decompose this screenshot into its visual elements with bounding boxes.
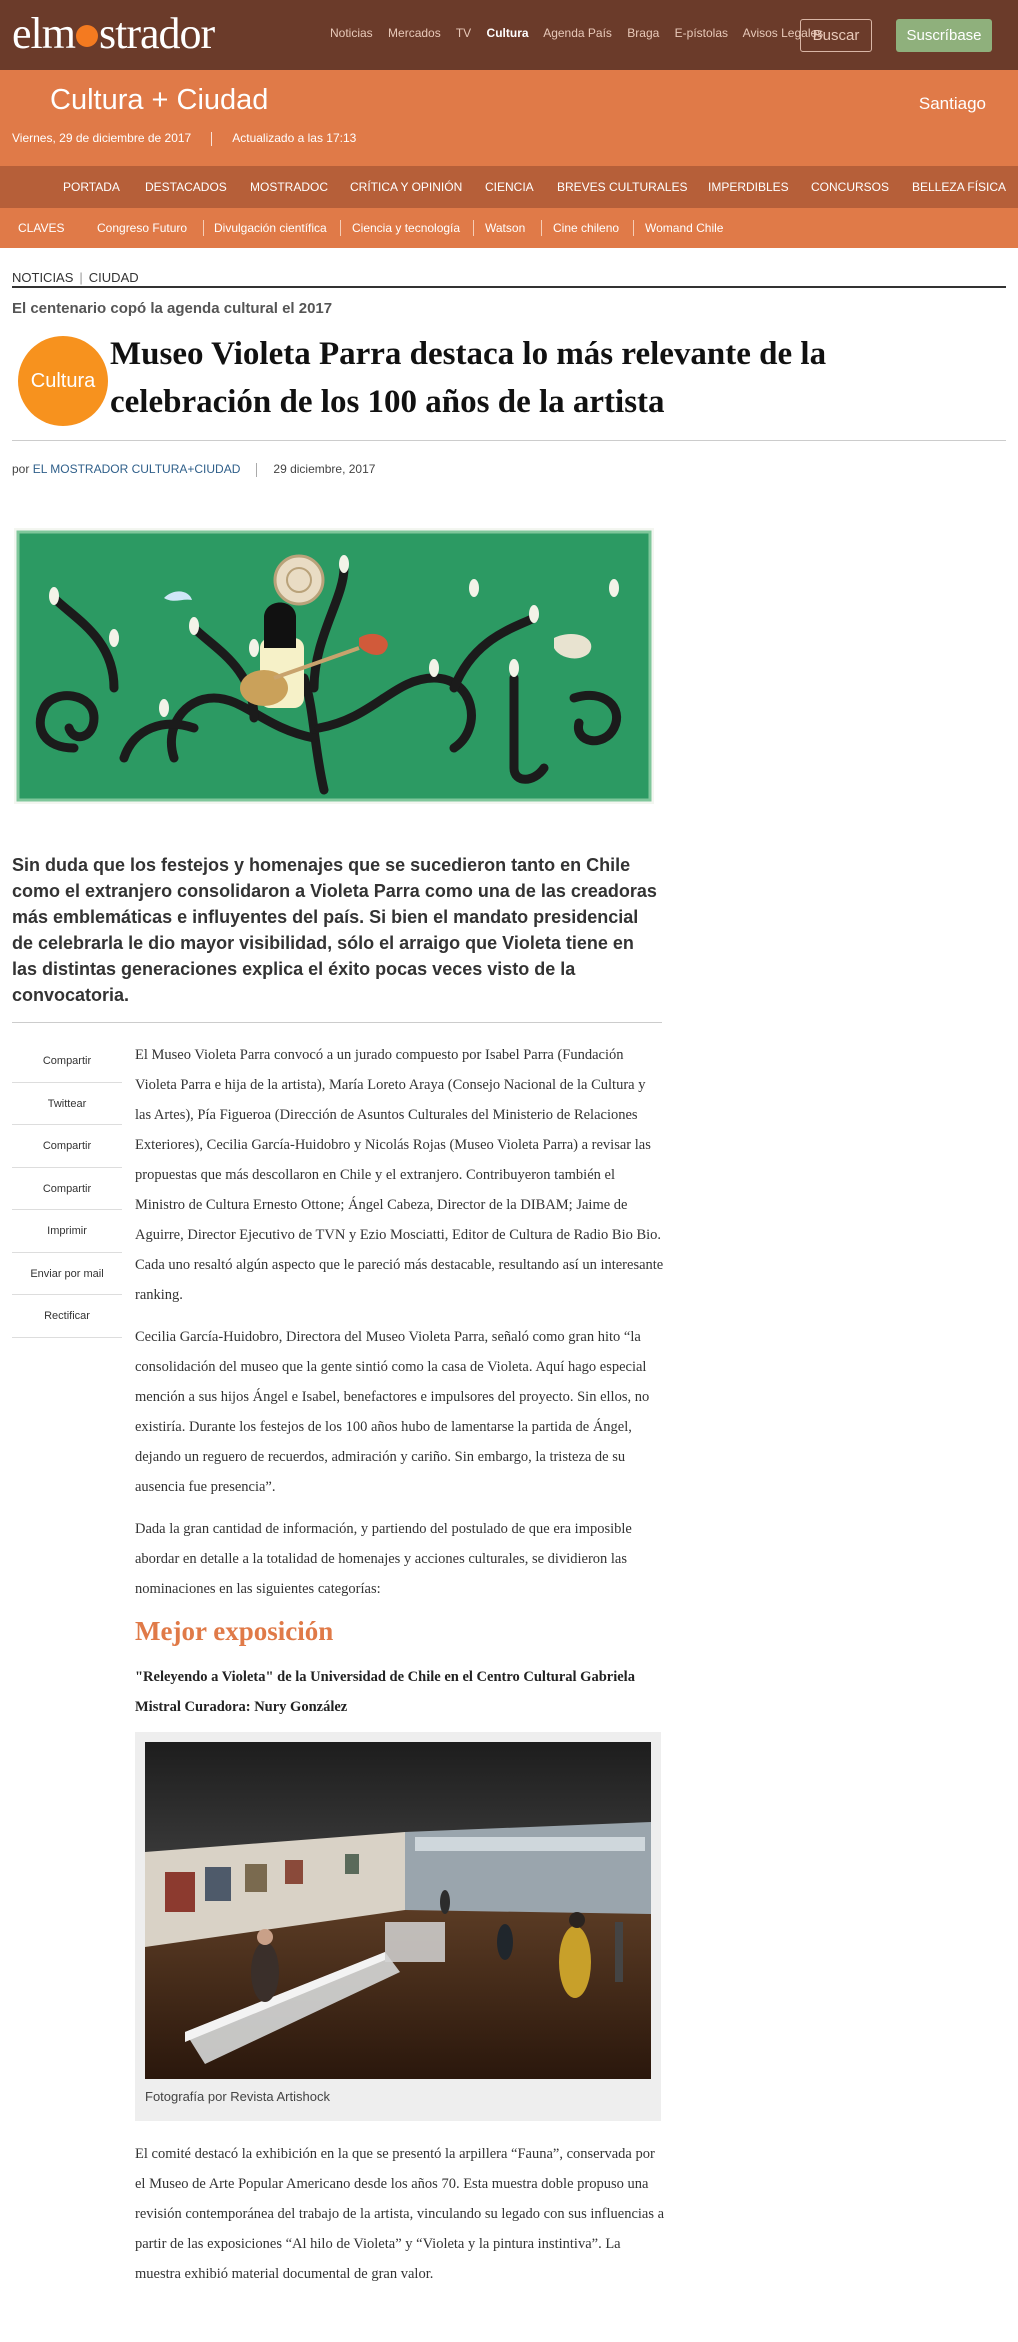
subnav-divider	[340, 220, 341, 236]
lead-rule	[12, 1022, 662, 1023]
body-paragraph: Cecilia García-Huidobro, Directora del Museo Violeta Parra, señaló como gran hito “la consolidación del museo que la gente sintió como la casa de Violeta. Aquí hago especial mención a sus hijos Ángel e Isabel, benefactores e impulsores del proyecto. Sin ellos, no existiría. Durante los festejos de los 100 años hubo de lamentarse la partida de Ángel, dejando un reguero de recuerdos, admiración y cariño. Sin embargo, la tristeza de su ausencia fue presencia”.	[135, 1329, 650, 1495]
logo-text-prefix: elm	[12, 9, 75, 58]
mainnav-mostradoc[interactable]: MOSTRADOC	[250, 180, 328, 194]
subnav-divider	[541, 220, 542, 236]
article-body	[135, 1040, 665, 2301]
subscribe-button[interactable]: Suscríbase	[896, 19, 992, 52]
hero-illustration	[14, 528, 654, 804]
body-paragraph: Dada la gran cantidad de información, y partiendo del postulado de que era imposible abordar en detalle a la totalidad de homenajes y acciones culturales, se dividieron las nominaciones en las siguientes categorías:	[135, 1521, 632, 1597]
mainnav-breves-culturales[interactable]: BREVES CULTURALES	[557, 180, 688, 194]
article-kicker: El centenario copó la agenda cultural el 2017	[12, 300, 333, 317]
top-navigation	[330, 26, 835, 40]
main-navigation	[0, 166, 1018, 208]
article-headline: Museo Violeta Parra destaca lo más relevante de la celebración de los 100 años de la artista	[110, 336, 827, 420]
body-paragraph: El comité destacó la exhibición en la que se presentó la arpillera “Fauna”, conservada por el Museo de Arte Popular Americano desde los años 70. Esta muestra doble propuso una revisión contemporánea del trabajo de la artista, vinculando su legado con sus influencias a partir de las exposiciones “Al hilo de Violeta” y “Violeta y la pintura instintiva”. La muestra exhibió material documental de gran valor.	[135, 2146, 665, 2282]
section-header	[0, 70, 1018, 166]
tags-navigation	[0, 208, 1018, 248]
category-badge[interactable]: Cultura	[18, 336, 108, 426]
share-sidebar	[12, 1040, 122, 1338]
article-lead: Sin duda que los festejos y homenajes que se sucedieron tanto en Chile como el extranjero consolidaron a Violeta Parra como una de las creadoras más emblemáticas e influyentes del país. Si bien el mandato presidencial de celebrarla le dio mayor visibilidad, sólo el arraigo que Violeta tiene en las distintas generaciones explica el éxito pocas veces visto de la convocatoria.	[12, 855, 657, 1005]
subnav-congreso-futuro[interactable]: Congreso Futuro	[97, 221, 188, 235]
exhibition-photo	[145, 1742, 651, 2079]
mainnav-ciencia[interactable]: CIENCIA	[485, 180, 534, 194]
logo-text-suffix: strador	[98, 9, 215, 58]
exhibit-title: "Releyendo a Violeta" de la Universidad de Chile en el Centro Cultural Gabriela Mistral Curadora: Nury González	[135, 1669, 635, 1715]
subnav-womand-chile[interactable]: Womand Chile	[645, 221, 724, 235]
byline-prefix: por	[12, 462, 30, 476]
mainnav-destacados[interactable]: DESTACADOS	[145, 180, 227, 194]
subnav-divider	[633, 220, 634, 236]
mainnav-portada[interactable]: PORTADA	[63, 180, 120, 194]
breadcrumb-ciudad[interactable]: CIUDAD	[88, 270, 139, 285]
breadcrumb-separator: |	[79, 270, 83, 285]
breadcrumb-noticias[interactable]: NOTICIAS	[12, 270, 74, 285]
mainnav-belleza-fisica[interactable]: BELLEZA FÍSICA	[912, 180, 1007, 194]
share-google-button[interactable]: Compartir	[12, 1168, 122, 1211]
mainnav-imperdibles[interactable]: IMPERDIBLES	[708, 180, 789, 194]
search-button[interactable]: Buscar	[800, 19, 872, 52]
topnav-tv[interactable]: TV	[455, 26, 472, 40]
logo-dot-icon	[76, 25, 98, 47]
topnav-braga[interactable]: Braga	[627, 26, 660, 40]
byline-divider	[256, 463, 257, 477]
topnav-avisos-legales[interactable]: Avisos Legales	[742, 26, 824, 40]
breadcrumb	[12, 270, 139, 285]
date-divider	[211, 132, 212, 146]
body-paragraph: El Museo Violeta Parra convocó a un jurado compuesto por Isabel Parra (Fundación Violeta Parra e hija de la artista), María Loreto Araya (Consejo Nacional de la Cultura y las Artes), Pía Figueroa (Dirección de Asuntos Culturales del Ministerio de Relaciones Exteriores), Cecilia García-Huidobro y Nicolás Rojas (Museo Violeta Parra) a revisar las propuestas que más descollaron en Chile y el extranjero. Contribuyeron también el Ministro de Cultura Ernesto Ottone; Ángel Cabeza, Director de la DIBAM; Jaime de Aguirre, Director Ejecutivo de TVN y Ezio Mosciatti, Editor de Cultura de Radio Bio Bio. Cada uno resaltó algún aspecto que le pareció más destacable, resultando así un interesante ranking.	[135, 1047, 664, 1303]
subnav-watson[interactable]: Watson	[485, 221, 526, 235]
header-rule	[12, 286, 1006, 288]
subnav-claves[interactable]: CLAVES	[18, 221, 65, 235]
topnav-agenda-pais[interactable]: Agenda País	[543, 26, 612, 40]
email-button[interactable]: Enviar por mail	[12, 1253, 122, 1296]
subnav-divider	[473, 220, 474, 236]
share-linkedin-button[interactable]: Compartir	[12, 1125, 122, 1168]
subnav-ciencia-tecnologia[interactable]: Ciencia y tecnología	[352, 221, 461, 235]
topnav-noticias[interactable]: Noticias	[330, 26, 373, 40]
topnav-cultura[interactable]: Cultura	[486, 26, 529, 40]
subnav-divider	[203, 220, 204, 236]
current-date: Viernes, 29 de diciembre de 2017	[12, 131, 192, 145]
date-bar	[12, 131, 356, 146]
site-header	[0, 0, 1018, 70]
city-label: Santiago	[918, 94, 986, 113]
photo-caption: Fotografía por Revista Artishock	[145, 2089, 330, 2104]
mainnav-critica-opinion[interactable]: CRÍTICA Y OPINIÓN	[350, 180, 463, 194]
tweet-button[interactable]: Twittear	[12, 1083, 122, 1126]
topnav-mercados[interactable]: Mercados	[388, 26, 441, 40]
subnav-cine-chileno[interactable]: Cine chileno	[553, 221, 620, 235]
section-subheading: Mejor exposición	[135, 1616, 334, 1646]
article-figure	[135, 1732, 661, 2121]
topnav-epistolas[interactable]: E-pístolas	[674, 26, 728, 40]
print-button[interactable]: Imprimir	[12, 1210, 122, 1253]
mainnav-concursos[interactable]: CONCURSOS	[811, 180, 890, 194]
site-logo[interactable]	[12, 10, 214, 58]
rectify-button[interactable]: Rectificar	[12, 1295, 122, 1338]
byline	[12, 462, 375, 477]
publish-date: 29 diciembre, 2017	[273, 462, 376, 476]
author-link[interactable]: EL MOSTRADOR CULTURA+CIUDAD	[32, 462, 241, 476]
headline-rule	[12, 440, 1006, 441]
share-facebook-button[interactable]: Compartir	[12, 1040, 122, 1083]
subnav-divulgacion-cientifica[interactable]: Divulgación científica	[214, 221, 327, 235]
updated-time: Actualizado a las 17:13	[232, 131, 357, 145]
section-title[interactable]: Cultura + Ciudad	[50, 84, 269, 116]
